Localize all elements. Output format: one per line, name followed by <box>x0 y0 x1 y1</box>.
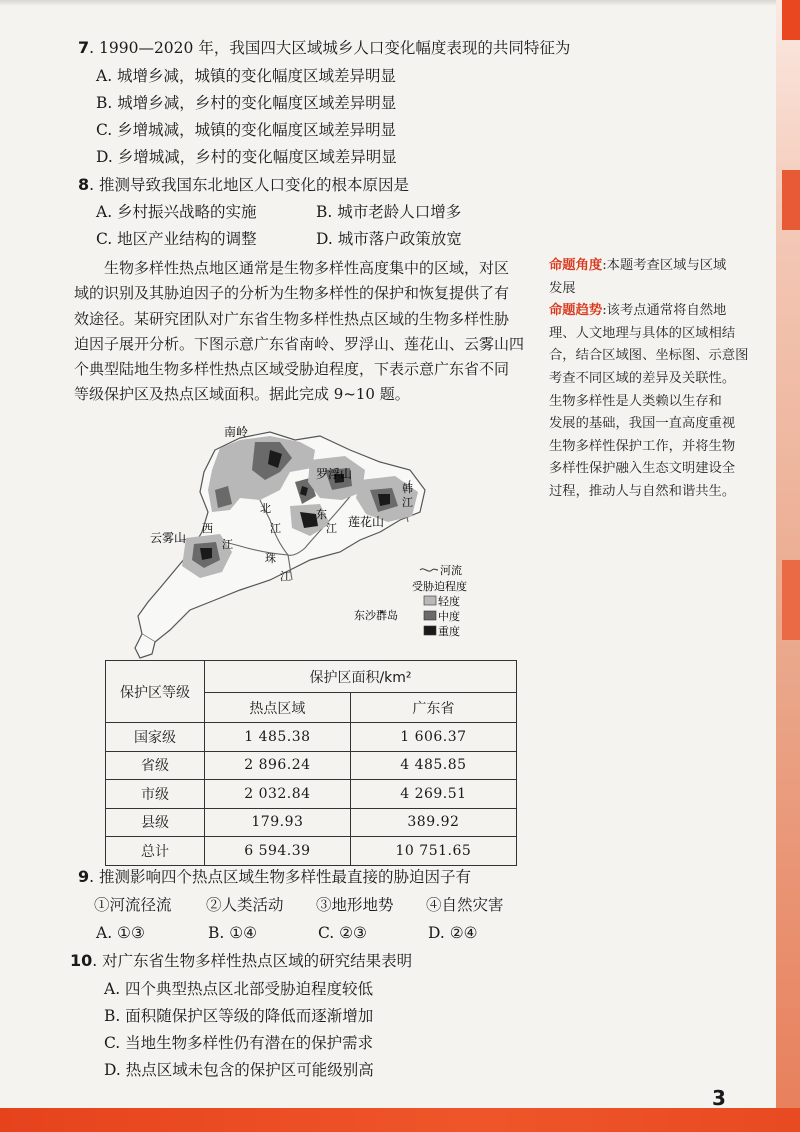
question-7-option-d: D. 乡增城减，乡村的变化幅度区域差异明显 <box>96 148 397 166</box>
cell-hotspot: 1 485.38 <box>205 723 351 752</box>
sidebar-notes <box>549 255 747 504</box>
legend-heavy-swatch <box>424 626 436 635</box>
cell-level: 省级 <box>106 751 205 780</box>
col-header-area: 保护区面积/km² <box>205 661 517 693</box>
col-header-guangdong: 广东省 <box>350 693 516 723</box>
question-8-option-a: A. 乡村振兴战略的实施 <box>96 203 257 221</box>
col-header-hotspot: 热点区域 <box>205 693 351 723</box>
angle-text: :本题考查区域与区域 <box>602 258 727 273</box>
question-10-option-d: D. 热点区域未包含的保护区可能级别高 <box>104 1061 374 1079</box>
legend-river-label: 河流 <box>440 564 462 577</box>
legend-medium-label: 中度 <box>438 610 460 623</box>
legend-river-symbol <box>420 569 438 571</box>
question-7-stem <box>78 37 570 59</box>
cell-level: 县级 <box>106 808 205 837</box>
trend-text: 生物多样性保护工作，并将生物 <box>549 438 736 454</box>
question-7-option-c: C. 乡增城减，城镇的变化幅度区域差异明显 <box>96 121 397 139</box>
question-8-option-c: C. 地区产业结构的调整 <box>96 230 257 248</box>
question-text: . 推测导致我国东北地区人口变化的根本原因是 <box>89 176 409 194</box>
label-lianhua: 莲花山 <box>348 515 385 529</box>
cell-guangdong: 389.92 <box>350 808 516 837</box>
question-text: . 推测影响四个热点区域生物多样性最直接的胁迫因子有 <box>89 868 471 886</box>
page-number: 3 <box>712 1086 726 1110</box>
label-river-dong-jiang: 江 <box>326 522 337 535</box>
trend-text: 考查不同区域的差异及关联性。 <box>549 370 736 386</box>
cell-level: 国家级 <box>106 723 205 752</box>
question-8-stem <box>78 174 409 196</box>
question-8-option-b: B. 城市老龄人口增多 <box>316 203 462 221</box>
legend-title: 受胁迫程度 <box>412 580 467 593</box>
cell-hotspot: 2 032.84 <box>205 780 351 809</box>
table-row <box>106 723 517 752</box>
question-number: 10 <box>70 951 93 970</box>
question-9-option-b: B. ①④ <box>208 924 258 942</box>
legend-light-label: 轻度 <box>438 595 460 608</box>
passage-line: 等级保护区及热点区域面积。据此完成 9~10 题。 <box>74 385 410 404</box>
passage-line: 个典型陆地生物多样性热点区域受胁迫程度，下表示意广东省不同 <box>74 360 510 379</box>
table-row <box>106 780 517 809</box>
cell-guangdong: 4 269.51 <box>350 780 516 809</box>
question-text: . 1990—2020 年，我国四大区域城乡人口变化幅度表现的共同特征为 <box>89 39 571 57</box>
cell-level: 总计 <box>106 837 205 866</box>
table-row <box>106 808 517 837</box>
cell-hotspot: 6 594.39 <box>205 837 351 866</box>
legend-heavy-label: 重度 <box>438 625 460 638</box>
passage-line: 生物多样性热点地区通常是生物多样性高度集中的区域，对区 <box>104 259 510 277</box>
label-river-bei-jiang: 江 <box>270 522 281 535</box>
page-top-shadow <box>0 0 800 6</box>
label-river-zhu-jiang: 江 <box>280 570 291 583</box>
label-nanling: 南岭 <box>224 425 249 439</box>
question-7-option-a: A. 城增乡减，城镇的变化幅度区域差异明显 <box>96 67 397 85</box>
cell-guangdong: 10 751.65 <box>350 837 516 866</box>
label-river-han: 韩 <box>402 482 413 495</box>
label-river-han-jiang: 江 <box>402 496 413 509</box>
table-row <box>106 751 517 780</box>
col-header-level: 保护区等级 <box>106 661 205 723</box>
trend-text: 理、人文地理与具体的区域相结 <box>549 325 736 341</box>
label-river-xi-jiang: 江 <box>222 538 233 551</box>
trend-label: 命题趋势 <box>549 303 603 319</box>
passage-line: 迫因子展开分析。下图示意广东省南岭、罗浮山、莲花山、云雾山四 <box>74 334 525 353</box>
cell-guangdong: 4 485.85 <box>350 751 516 780</box>
legend-light-swatch <box>424 596 436 605</box>
question-10-stem <box>70 950 412 972</box>
question-9-stem <box>78 866 471 888</box>
question-9-option-d: D. ②④ <box>428 924 478 942</box>
trend-text: 合，结合区域图、坐标图、示意图 <box>549 348 749 364</box>
label-dongsha: 东沙群岛 <box>354 609 398 622</box>
margin-tab <box>782 560 800 640</box>
trend-text: :该考点通常将自然地 <box>602 303 727 319</box>
right-margin-decoration <box>776 0 800 1132</box>
guangdong-threat-map <box>120 420 480 660</box>
angle-label: 命题角度 <box>549 258 603 273</box>
trend-text: 多样性保护融入生态文明建设全 <box>549 461 736 477</box>
passage-line: 域的识别及其胁迫因子的分析为生物多样性的保护和恢复提供了有 <box>74 284 510 303</box>
label-river-zhu: 珠 <box>265 552 276 565</box>
question-text: . 对广东省生物多样性热点区域的研究结果表明 <box>92 952 413 970</box>
label-river-xi: 西 <box>202 522 213 535</box>
question-7-option-b: B. 城增乡减，乡村的变化幅度区域差异明显 <box>96 94 397 112</box>
factor-3: ③地形地势 <box>316 896 394 914</box>
question-10-option-a: A. 四个典型热点区北部受胁迫程度较低 <box>104 980 374 998</box>
table-row <box>106 837 517 866</box>
margin-tab <box>782 170 800 230</box>
bottom-margin-decoration <box>0 1108 800 1132</box>
question-9-option-a: A. ①③ <box>96 924 145 942</box>
map-legend <box>412 563 467 638</box>
legend-medium-swatch <box>424 611 436 620</box>
cell-hotspot: 2 896.24 <box>205 751 351 780</box>
factor-2: ②人类活动 <box>206 896 284 914</box>
protected-area-table <box>105 660 517 866</box>
angle-text: 发展 <box>549 280 576 296</box>
factor-4: ④自然灾害 <box>426 896 504 914</box>
label-luofu: 罗浮山 <box>316 467 353 481</box>
question-number: 7 <box>78 38 90 57</box>
trend-text: 发展的基础，我国一直高度重视 <box>549 416 736 432</box>
cell-hotspot: 179.93 <box>205 808 351 837</box>
question-10-option-c: C. 当地生物多样性仍有潜在的保护需求 <box>104 1034 374 1052</box>
question-8-option-d: D. 城市落户政策放宽 <box>316 230 462 248</box>
cell-level: 市级 <box>106 780 205 809</box>
passage-line: 效途径。某研究团队对广东省生物多样性热点区域的生物多样性胁 <box>74 309 510 328</box>
label-river-bei: 北 <box>260 502 271 515</box>
factor-1: ①河流径流 <box>94 896 172 914</box>
margin-tab <box>782 0 800 40</box>
label-river-dong: 东 <box>316 508 327 521</box>
question-10-option-b: B. 面积随保护区等级的降低而逐渐增加 <box>104 1007 374 1025</box>
label-yunwu: 云雾山 <box>150 531 187 545</box>
question-number: 8 <box>78 175 90 194</box>
cell-guangdong: 1 606.37 <box>350 723 516 752</box>
trend-text: 过程，推动人与自然和谐共生。 <box>549 483 736 499</box>
trend-text: 生物多样性是人类赖以生存和 <box>549 393 722 409</box>
passage <box>74 256 536 408</box>
question-9-option-c: C. ②③ <box>318 924 367 942</box>
question-number: 9 <box>78 867 90 886</box>
